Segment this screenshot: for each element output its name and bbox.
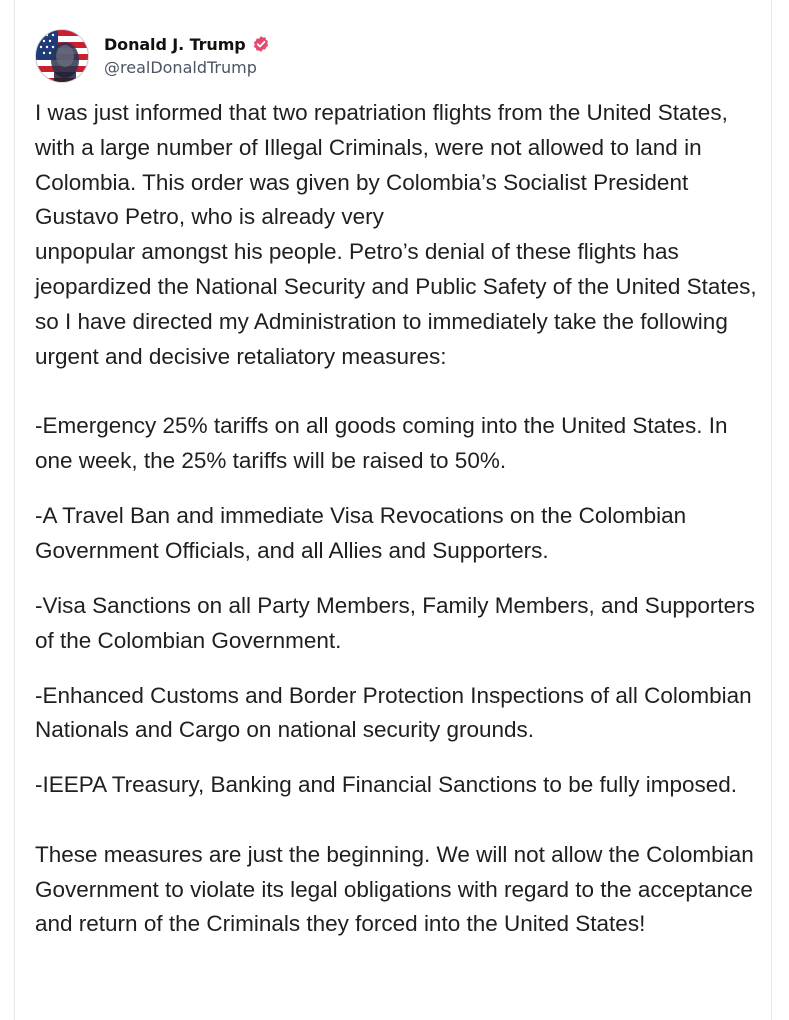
post-paragraph: unpopular amongst his people. Petro’s denial of these flights has jeopardized the National Security and Public Safety of the United States, so I have directed my Administration to immediately take the following urgent and decisive retaliatory measures: — [35, 239, 757, 369]
paragraph-gap — [35, 374, 765, 409]
author-name-row — [104, 32, 270, 56]
post-paragraph: -A Travel Ban and immediate Visa Revocations on the Colombian Government Officials, and all Allies and Supporters. — [35, 502, 687, 563]
post-header — [35, 29, 270, 85]
paragraph-gap — [35, 803, 765, 838]
post-paragraph: These measures are just the beginning. We will not allow the Colombian Government to violate its legal obligations with regard to the acceptance and return of the Criminals they forced into the United States! — [35, 841, 754, 937]
post-paragraph: -Visa Sanctions on all Party Members, Family Members, and Supporters of the Colombian Government. — [35, 592, 755, 653]
post-paragraph: I was just informed that two repatriation flights from the United States, with a large number of Illegal Criminals, were not allowed to land in Colombia. This order was given by Colombia’s Socialist President Gustavo Petro, who is already very — [35, 100, 728, 230]
post-paragraph: -Emergency 25% tariffs on all goods coming into the United States. In one week, the 25% tariffs will be raised to 50%. — [35, 413, 728, 473]
author-block — [104, 29, 270, 77]
post-card — [14, 0, 772, 1020]
avatar-image — [36, 30, 88, 82]
paragraph-gap — [35, 658, 765, 678]
post-body — [35, 96, 765, 942]
verified-badge-icon — [252, 35, 270, 53]
author-handle[interactable]: @realDonaldTrump — [104, 58, 257, 77]
post-paragraph: -IEEPA Treasury, Banking and Financial Sanctions to be fully imposed. — [35, 772, 738, 798]
avatar[interactable] — [35, 29, 89, 83]
paragraph-gap — [35, 569, 765, 589]
author-display-name[interactable]: Donald J. Trump — [104, 34, 246, 54]
paragraph-gap — [35, 479, 765, 499]
paragraph-gap — [35, 748, 765, 768]
post-paragraph: -Enhanced Customs and Border Protection Inspections of all Colombian Nationals and Cargo on national security grounds. — [35, 682, 752, 743]
